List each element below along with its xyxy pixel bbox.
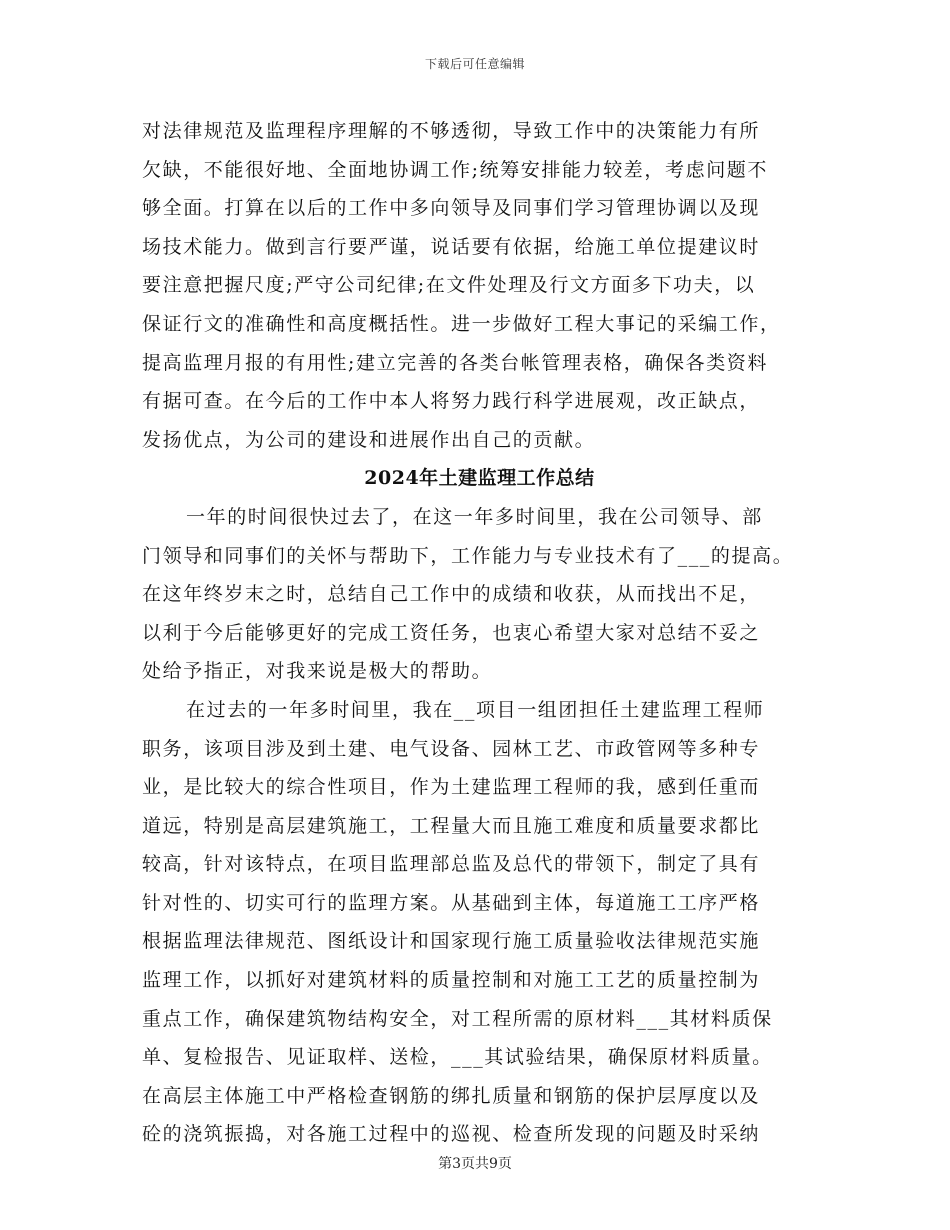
page-number: 第3页共9页 xyxy=(438,1156,512,1172)
text-line: 场技术能力。做到言行要严谨，说话要有依据，给施工单位提建议时 xyxy=(142,235,761,258)
text-line: 针对性的、切实可行的监理方案。从基础到主体，每道施工工序严格 xyxy=(142,891,761,914)
text-line: 砼的浇筑振捣，对各施工过程中的巡视、检查所发现的问题及时采纳 xyxy=(142,1123,761,1146)
text-line: 门领导和同事们的关怀与帮助下，工作能力与专业技术有了___的提高。 xyxy=(142,544,794,567)
text-line: 对法律规范及监理程序理解的不够透彻，导致工作中的决策能力有所 xyxy=(142,120,761,142)
text-line: 根据监理法律规范、图纸设计和国家现行施工质量验收法律规范实施 xyxy=(142,930,761,953)
document-body xyxy=(142,112,817,1154)
text-line: 较高，针对该特点，在项目监理部总监及总代的带领下，制定了具有 xyxy=(142,853,761,876)
text-line: 一年的时间很快过去了，在这一年多时间里，我在公司领导、部 xyxy=(186,505,763,528)
text-line: 发扬优点，为公司的建设和进展作出自己的贡献。 xyxy=(142,428,596,451)
text-line: 业，是比较大的综合性项目，作为土建监理工程师的我，感到任重而 xyxy=(142,776,761,799)
intro-paragraph xyxy=(142,112,817,459)
text-line: 提高监理月报的有用性;建立完善的各类台帐管理表格，确保各类资料 xyxy=(142,351,769,374)
text-line: 在这年终岁末之时，总结自己工作中的成绩和收获，从而找出不足， xyxy=(142,583,761,606)
text-line: 单、复检报告、见证取样、送检，___其试验结果，确保原材料质量。 xyxy=(142,1046,773,1069)
text-line: 有据可查。在今后的工作中本人将努力践行科学进展观，改正缺点， xyxy=(142,390,761,413)
text-line: 在过去的一年多时间里，我在__项目一组团担任土建监理工程师 xyxy=(186,698,765,721)
text-line: 道远，特别是高层建筑施工，工程量大而且施工难度和质量要求都比 xyxy=(142,814,761,837)
text-line: 职务，该项目涉及到土建、电气设备、园林工艺、市政管网等多种专 xyxy=(142,737,761,760)
text-line: 监理工作，以抓好对建筑材料的质量控制和对施工工艺的质量控制为 xyxy=(142,969,761,992)
text-line: 欠缺，不能很好地、全面地协调工作;统筹安排能力较差，考虑问题不 xyxy=(142,158,769,181)
page-header-note: 下载后可任意编辑 xyxy=(424,57,525,71)
text-line: 在高层主体施工中严格检查钢筋的绑扎质量和钢筋的保护层厚度以及 xyxy=(142,1084,761,1107)
paragraph-2 xyxy=(142,691,817,1154)
text-line: 要注意把握尺度;严守公司纪律;在文件处理及行文方面多下功夫，以 xyxy=(142,274,756,297)
text-line: 重点工作，确保建筑物结构安全，对工程所需的原材料___其材料质保 xyxy=(142,1007,773,1030)
paragraph-1 xyxy=(142,498,817,691)
text-line: 保证行文的准确性和高度概括性。进一步做好工程大事记的采编工作， xyxy=(142,312,781,335)
text-line: 处给予指正，对我来说是极大的帮助。 xyxy=(142,660,493,683)
section-title: 2024年土建监理工作总结 xyxy=(364,467,595,490)
text-line: 够全面。打算在以后的工作中多向领导及同事们学习管理协调以及现 xyxy=(142,197,761,220)
text-line: 以利于今后能够更好的完成工资任务，也衷心希望大家对总结不妥之 xyxy=(142,621,761,644)
